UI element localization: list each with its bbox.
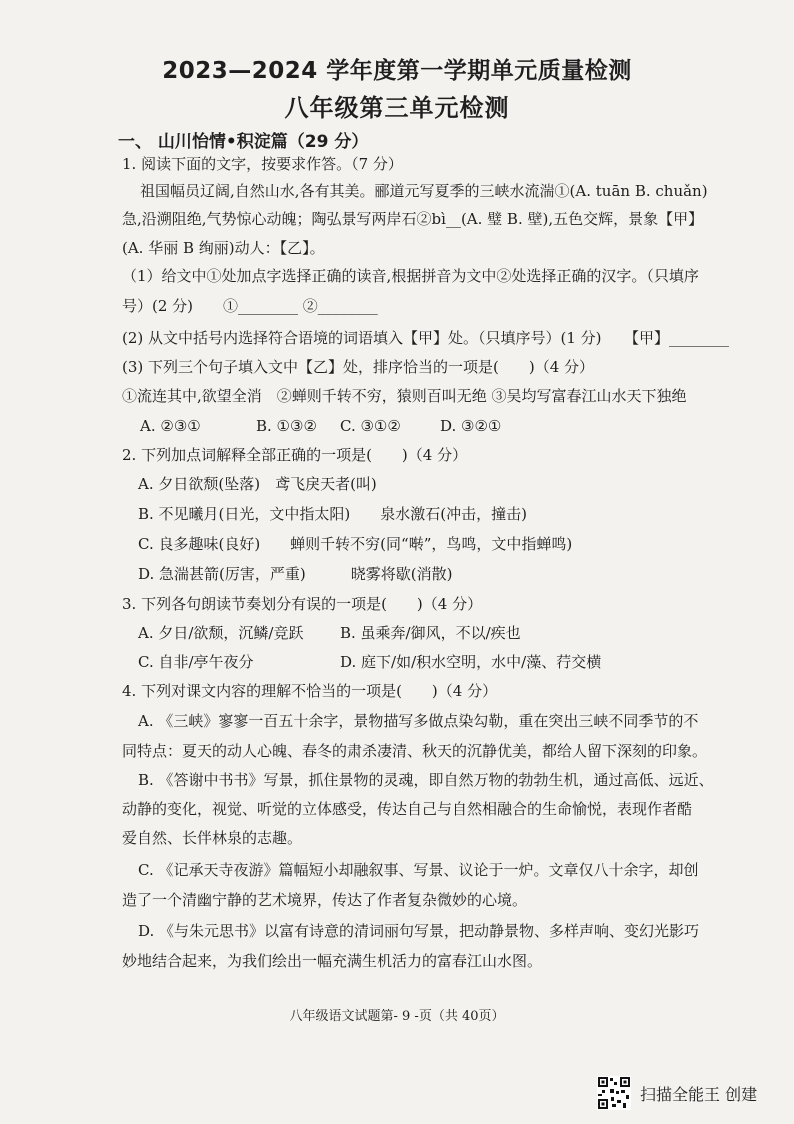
q4-option-d-line-1: D. 《与朱元思书》以富有诗意的清词丽句写景，把动静景物、多样声响、变幻光影巧 (138, 922, 700, 940)
page-footer: 八年级语文试题第- 9 -页（共 40页） (289, 1009, 505, 1024)
q2-stem: 2. 下列加点词解释全部正确的一项是( )（4 分） (122, 446, 468, 464)
q1-passage-line-1: 祖国幅员辽阔,自然山水,各有其美。郦道元写夏季的三峡水流湍①(A. tuān B. chuǎn) (140, 182, 708, 200)
q1-passage-line-2: 急,沿溯阻绝,气势惊心动魄；陶弘景写两岸石②bì__(A. 璧 B. 壁),五色交辉，景象【甲】 (122, 210, 704, 228)
scanner-watermark: 扫描全能王 创建 (640, 1085, 758, 1104)
q1-sub1-line-1: （1）给文中①处加点字选择正确的读音,根据拼音为文中②处选择正确的汉字。（只填序 (122, 267, 699, 285)
q3-stem: 3. 下列各句朗读节奏划分有误的一项是( )（4 分） (122, 595, 483, 613)
q1-option-b: B. ①③② (256, 417, 317, 435)
q3-option-b: B. 虽乘奔/御风，不以/疾也 (340, 624, 521, 642)
q4-option-b-line-2: 动静的变化，视觉、听觉的立体感受，传达自己与自然相融合的生命愉悦，表现作者酷 (122, 800, 693, 818)
q1-sentences: ①流连其中,欲望全消 ②蝉则千转不穷，猿则百叫无绝 ③吴均写富春江山水天下独绝 (122, 387, 687, 405)
q2-option-b: B. 不见曦月(日光，文中指太阳) 泉水激石(冲击，撞击) (138, 505, 527, 523)
q2-option-c: C. 良多趣味(良好) 蝉则千转不穷(同“啭”，鸟鸣，文中指蝉鸣) (138, 535, 573, 553)
q3-option-d: D. 庭下/如/积水空明，水中/藻、荇交横 (340, 653, 602, 671)
q4-option-b-line-3: 爱自然、长伴林泉的志趣。 (122, 829, 303, 847)
q4-option-d-line-2: 妙地结合起来，为我们绘出一幅充满生机活力的富春江山水图。 (122, 952, 543, 970)
q2-option-d: D. 急湍甚箭(厉害，严重) 晓雾将歇(消散) (138, 565, 453, 583)
exam-subtitle: 八年级第三单元检测 (284, 94, 510, 122)
exam-title: 2023—2024 学年度第一学期单元质量检测 (162, 58, 632, 84)
q2-option-a: A. 夕日欲颓(坠落) 鸢飞戾天者(叫) (138, 475, 377, 493)
q4-option-b-line-1: B. 《答谢中书书》写景，抓住景物的灵魂，即自然万物的勃勃生机，通过高低、远近、 (138, 771, 714, 789)
q1-option-d: D. ③②① (440, 417, 502, 435)
q4-stem: 4. 下列对课文内容的理解不恰当的一项是( )（4 分） (122, 682, 498, 700)
q4-option-a-line-2: 同特点：夏天的动人心魄、春冬的肃杀凄清、秋天的沉静优美，都给人留下深刻的印象。 (122, 742, 708, 760)
q1-stem: 1. 阅读下面的文字，按要求作答。（7 分） (122, 155, 403, 173)
q3-option-a: A. 夕日/欲颓，沉鳞/竞跃 (138, 624, 304, 642)
q1-sub1-line-2: 号）(2 分) ①________ ②________ (122, 297, 378, 315)
q4-option-a-line-1: A. 《三峡》寥寥一百五十余字，景物描写多做点染勾勒，重在突出三峡不同季节的不 (138, 712, 699, 730)
section-heading: 一、 山川怡情•积淀篇（29 分） (118, 132, 369, 152)
q1-sub2: (2) 从文中括号内选择符合语境的词语填入【甲】处。（只填序号）(1 分) 【甲】________ (122, 329, 730, 347)
q3-option-c: C. 自非/亭午夜分 (138, 653, 254, 671)
q1-option-a: A. ②③① (140, 417, 201, 435)
q4-option-c-line-2: 造了一个清幽宁静的艺术境界，传达了作者复杂微妙的心境。 (122, 891, 528, 909)
q1-sub3: (3) 下列三个句子填入文中【乙】处，排序恰当的一项是( )（4 分） (122, 358, 595, 376)
qr-code-icon (597, 1076, 631, 1110)
q1-option-c: C. ③①② (340, 417, 401, 435)
q4-option-c-line-1: C. 《记承天寺夜游》篇幅短小却融叙事、写景、议论于一炉。文章仅八十余字，却创 (138, 861, 699, 879)
q1-passage-line-3: (A. 华丽 B 绚丽)动人：【乙】。 (122, 239, 325, 257)
